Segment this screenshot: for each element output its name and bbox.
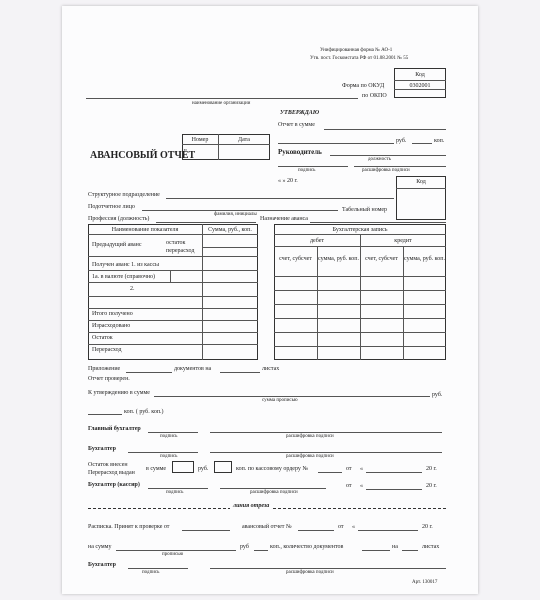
approve-date: « » 20 г. [278, 178, 298, 184]
debit-header: дебет [310, 238, 324, 244]
chief-accountant-label: Главный бухгалтер [88, 426, 141, 432]
okud-value: 0302001 [409, 83, 431, 89]
receipt-advance-no: авансовый отчет № [242, 524, 292, 530]
receipt-sheets: листах [422, 544, 440, 550]
to-approve-label: К утверждению в сумме [88, 390, 150, 396]
col-sum-header: Сумма, руб., коп. [208, 227, 252, 233]
row-balance: Остаток [92, 335, 113, 341]
from-label-2: от [346, 483, 352, 489]
chief-sig-caption: подпись [160, 434, 178, 439]
doc-title: АВАНСОВЫЙ ОТЧЁТ [90, 150, 196, 161]
receipt-text: Расписка. Принят к проверке от [88, 524, 170, 530]
rub-label-2: руб. [432, 392, 443, 398]
cashier-decode-caption: расшифровка подписи [250, 490, 298, 495]
debit-account-header: счет, субсчет [279, 256, 312, 262]
profession-line[interactable] [156, 222, 256, 223]
checked-label: Отчет проверен. [88, 376, 130, 382]
receipt-in-words: прописью [162, 552, 184, 557]
kop-label: коп. [434, 138, 445, 144]
sheets-label: листах [262, 366, 280, 372]
acc-decode-caption: расшифровка подписи [286, 454, 334, 459]
org-line[interactable] [86, 98, 358, 99]
kop-line: коп. ( руб. коп.) [124, 409, 164, 415]
receipt-on: на [392, 544, 398, 550]
receipt-for-sum: на сумму [88, 544, 112, 550]
kop-order-label: коп. по кассовому ордеру № [236, 466, 309, 472]
accountable-label: Подотчетное лицо [88, 204, 135, 210]
receipt-rub: руб [240, 544, 249, 550]
receipt-kop-count: коп., количество документов [270, 544, 344, 550]
report-sum-line[interactable] [324, 129, 446, 130]
row-overspend-sub: перерасход [166, 248, 195, 254]
receipt-from: от [338, 524, 344, 530]
credit-amount-header: сумма, руб. коп. [404, 256, 445, 262]
signature-caption: подпись [298, 168, 316, 173]
cashier-sig-caption: подпись [166, 490, 184, 495]
debit-amount-header: сумма, руб. коп. [318, 256, 359, 262]
form-sheet: Унифицированная форма № АО-1 Утв. пост. Госкомстата РФ от 01.08.2001 № 55 Код 0302001 Форма по ОКУД по ОКПО наименование организации УТВЕРЖДАЮ Отчет в сумме руб. коп. Руководитель должность подпись расшифровка подписи « » 20 г. Номер Дата АВАНСОВЫЙ ОТЧЁТ Код Структурное подразделение Подотчетное лицо фамилия, инициалы Табельный номер Профессия (должность) Назначение аванса Наименование показателя Сумма, руб., коп. Предыдущий аванс остаток перерасход Получен аванс 1. из кассы 1а. в валюте (справочно) 2. Итого получено Израсходовано Остаток Перерасход Бухгалтерская запись дебет кредит счет, субсчет сумма, руб. коп. счет, субсчет сумма, руб. коп. Приложение документов на листах Отчет проверен. К утверждению в сумме руб. сумма прописью коп. ( руб. коп.) Главный бухгалтер подпись расшифровка подписи Бухгалтер подпись расшифровка подписи Остаток внесен Перерасход выдан в сумме руб. коп. по кассовому ордеру № от « 20 г. Бухгалтер (кассир) подпись расшифровка подписи от « 20 г. линия отреза Расписка. Принят к проверке от авансовый отчет № от « 20 г. на сумму прописью руб коп., количество документов на листах Бухгалтер подпись расшифровка подписи Арт. 130017 [62, 6, 478, 594]
appendix-label: Приложение [88, 366, 121, 372]
cashier-label: Бухгалтер (кассир) [88, 482, 140, 488]
credit-account-header: счет, субсчет [365, 256, 398, 262]
tab-number-label: Табельный номер [342, 207, 388, 213]
approve-title: УТВЕРЖДАЮ [280, 110, 320, 116]
chief-decode-caption: расшифровка подписи [286, 434, 334, 439]
okpo-label: по ОКПО [362, 93, 387, 99]
head-signature-line[interactable] [278, 166, 348, 167]
chief-signature-line[interactable] [148, 432, 198, 433]
org-caption: наименование организации [192, 101, 251, 106]
row-total-received: Итого получено [92, 311, 133, 317]
rub-label: руб. [396, 138, 407, 144]
division-line[interactable] [166, 198, 394, 199]
receipt-year: 20 г. [422, 524, 433, 530]
in-sum-label: в сумме [146, 466, 167, 472]
name-caption: фамилия, инициалы [214, 212, 257, 217]
from-label: от [346, 466, 352, 472]
head-label: Руководитель [278, 148, 322, 156]
row-overspend: Перерасход [92, 347, 122, 353]
receipt-sig-caption: подпись [142, 570, 160, 575]
report-sum-label: Отчет в сумме [278, 122, 315, 128]
approve-sum-line[interactable] [154, 396, 430, 397]
overspend-label: Перерасход выдан [88, 470, 135, 476]
okud-label: Форма по ОКУД [342, 83, 385, 89]
doc-date-label: Дата [238, 137, 250, 143]
receipt-sum-line[interactable] [116, 550, 236, 551]
form-code-line: Унифицированная форма № АО-1 [320, 48, 393, 53]
rub-label-3: руб. [198, 466, 209, 472]
code-label-2: Код [416, 179, 426, 185]
position-caption: должность [368, 157, 391, 162]
article-number: Арт. 130017 [412, 580, 438, 585]
balance-label: Остаток внесен [88, 462, 128, 468]
credit-header: кредит [394, 238, 412, 244]
accountant-signature-line[interactable] [128, 452, 198, 453]
approved-line: Утв. пост. Госкомстата РФ от 01.08.2001 № 55 [310, 56, 409, 61]
sum-rub-box[interactable] [172, 461, 194, 473]
acc-sig-caption: подпись [160, 454, 178, 459]
accounting-title: Бухгалтерская запись [332, 227, 388, 233]
row-balance-sub: остаток [166, 240, 186, 246]
receipt-accountant: Бухгалтер [88, 562, 116, 568]
accountant-label: Бухгалтер [88, 446, 116, 452]
row-advance-cash: Получен аванс 1. из кассы [92, 262, 160, 268]
row-spent: Израсходовано [92, 323, 131, 329]
division-label: Структурное подразделение [88, 192, 160, 198]
code-label: Код [415, 72, 425, 78]
advance-purpose-label: Назначение аванса [260, 216, 308, 222]
year-label-2: 20 г. [426, 483, 437, 489]
col-name-header: Наименование показателя [111, 227, 179, 233]
sum-kop-box[interactable] [214, 461, 232, 473]
accountable-line[interactable] [142, 210, 338, 211]
receipt-decode-caption: расшифровка подписи [286, 570, 334, 575]
row-prev-advance: Предыдущий аванс [92, 242, 142, 248]
position-line[interactable] [330, 155, 446, 156]
docs-on-label: документов на [174, 366, 212, 372]
profession-label: Профессия (должность) [88, 216, 150, 222]
receipt-signature-line[interactable] [128, 568, 188, 569]
doc-number-label: Номер [191, 137, 209, 143]
cut-line-label: линия отреза [230, 503, 272, 509]
advance-purpose-line[interactable] [310, 222, 446, 223]
cashier-signature-line[interactable] [148, 488, 208, 489]
row-advance-currency: 1а. в валюте (справочно) [92, 274, 156, 280]
signature-decode-caption: расшифровка подписи [362, 168, 410, 173]
row-2: 2. [130, 286, 135, 292]
sum-words-caption: сумма прописью [262, 398, 298, 403]
year-label: 20 г. [426, 466, 437, 472]
